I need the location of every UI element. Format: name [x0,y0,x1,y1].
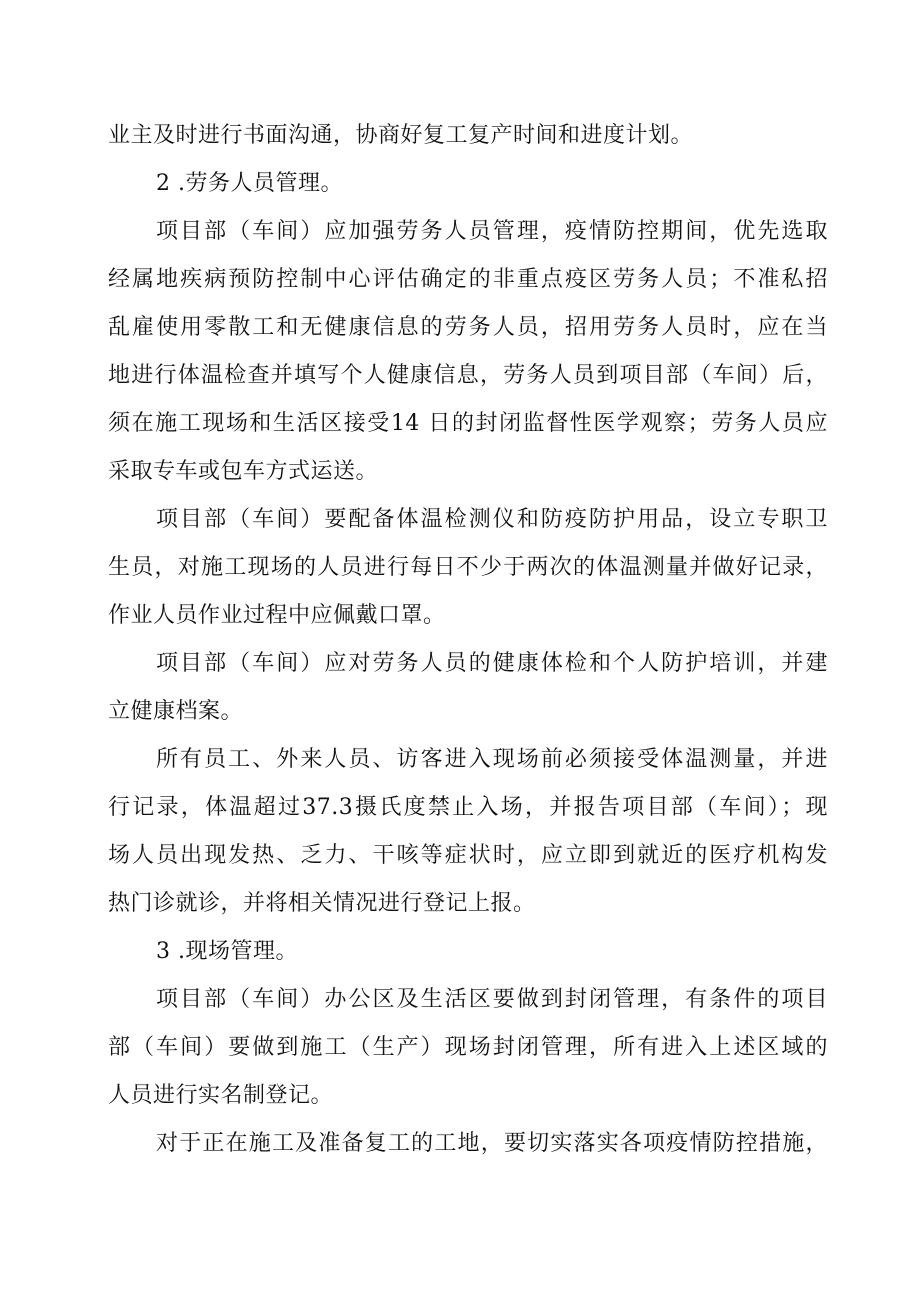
paragraph-line: 项目部（车间）应对劳务人员的健康体检和个人防护培训，并建 [156,651,828,676]
paragraph-line: 场人员出现发热、乏力、干咳等症状时，应立即到就近的医疗机构发 [108,843,828,868]
paragraph-line: 热门诊就诊，并将相关情况进行登记上报。 [108,891,536,916]
paragraph-line: 乱雇使用零散工和无健康信息的劳务人员，招用劳务人员时，应在当 [108,315,828,340]
paragraph-line: 作业人员作业过程中应佩戴口罩。 [108,603,446,628]
paragraph-line: 立健康档案。 [108,699,244,724]
paragraph-line: 项目部（车间）应加强劳务人员管理，疫情防控期间，优先选取 [156,219,828,244]
paragraph-line: 采取专车或包车方式运送。 [108,459,379,484]
section-heading-site-management: 3 .现场管理。 [156,939,298,964]
paragraph-line: 须在施工现场和生活区接受14 日的封闭监督性医学观察；劳务人员应 [108,411,828,436]
paragraph-line: 项目部（车间）办公区及生活区要做到封闭管理，有条件的项目 [156,987,828,1012]
section-heading-labor-management: 2 .劳务人员管理。 [156,171,343,196]
paragraph-line: 人员进行实名制登记。 [108,1083,334,1108]
paragraph-continuation-line: 业主及时进行书面沟通，协商好复工复产时间和进度计划。 [108,123,694,148]
paragraph-line: 行记录，体温超过37.3摄氏度禁止入场，并报告项目部（车间）；现 [108,795,828,820]
paragraph-line: 经属地疾病预防控制中心评估确定的非重点疫区劳务人员；不准私招 [108,267,828,292]
paragraph-line: 所有员工、外来人员、访客进入现场前必须接受体温测量，并进 [156,747,828,772]
paragraph-line: 项目部（车间）要配备体温检测仪和防疫防护用品，设立专职卫 [156,507,828,532]
paragraph-line: 生员，对施工现场的人员进行每日不少于两次的体温测量并做好记录， [108,555,828,580]
paragraph-line: 对于正在施工及准备复工的工地，要切实落实各项疫情防控措施， [156,1131,828,1156]
paragraph-line: 部（车间）要做到施工（生产）现场封闭管理，所有进入上述区域的 [108,1035,828,1060]
paragraph-line: 地进行体温检查并填写个人健康信息，劳务人员到项目部（车间）后， [108,363,828,388]
